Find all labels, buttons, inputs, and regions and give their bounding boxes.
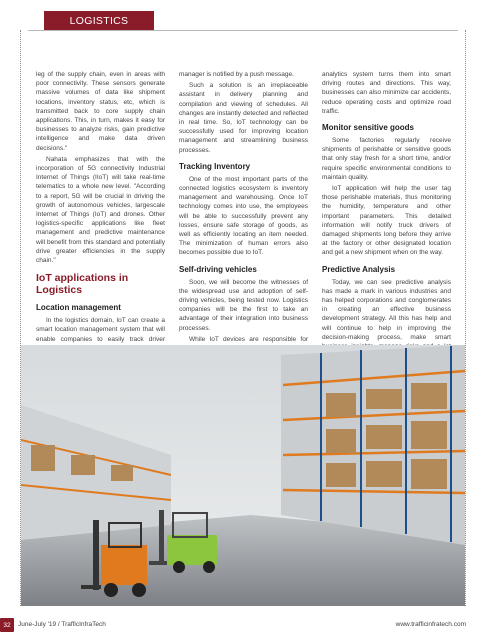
paragraph: IoT application will help the user tag those perishable materials, thus monitoring the humidity, temperature and other important parameters. This detailed information will notify truck drivers of damaged shipments long before they arrive at the factory or other designated location and get a new shipment when on the way. bbox=[322, 185, 451, 257]
paragraph: Such a solution is an irreplaceable assistant in delivery planning and compilation and viewing of schedules. All changes are instantly detected and reflected in real time. So, IoT technology can be successfully used for improving location management and streamlining business processes. bbox=[179, 82, 308, 154]
paragraph: leg of the supply chain, even in areas with poor connectivity. These sensors generate massive volumes of data like shipment locations, inventory status, etc, which is transmitted back to core supply chain applications. This, in turn, makes it easy for businesses to analyze risks, gain predictive intelligence and make data driven decisions." bbox=[36, 71, 165, 152]
header-rule bbox=[28, 30, 458, 31]
page-number-badge bbox=[0, 618, 14, 632]
paragraph: analytics system turns them into smart driving routes and directions. This way, businesses can also minimize car accidents, reduce operating costs and optimize road traffic. bbox=[322, 71, 451, 115]
shelving-right bbox=[281, 345, 465, 545]
warehouse-photo bbox=[21, 345, 465, 606]
paragraph: In the logistics domain, IoT can create a smart location management system that will enable companies to easily track driver bbox=[36, 317, 165, 343]
paragraph: Soon, we will become the witnesses of the widespread use and adoption of self-driving vehicles, being tested now. Logistics companies will be the first to take an advantage of their integration into business processes. bbox=[179, 278, 308, 332]
paragraph: Some factories regularly receive shipments of perishable or sensitive goods that only stay fresh for a short time, and/or require specific environmental conditions to maintain quality. bbox=[322, 137, 451, 181]
paragraph: Nahata emphasizes that with the incorporation of 5G connectivity Industrial Internet of Things (IIoT) will take real-time telematics to a whole new level. "According to a report, 5G will be crucial in driving the growth of autonomous vehicles, largescale Internet of Things (IoT) and drones. Other logistics-specific applications like fleet management and predictive maintenance will benefit from this standard and potentially drive greater efficiencies in the supply chain." bbox=[36, 155, 165, 265]
column-1 bbox=[36, 70, 165, 343]
column-2 bbox=[179, 70, 308, 343]
section-tab bbox=[44, 11, 154, 30]
subheading: Predictive Analysis bbox=[322, 264, 396, 274]
page-number: 32 bbox=[3, 621, 11, 629]
section-heading: IoT applications in Logistics bbox=[36, 272, 129, 297]
subheading: Monitor sensitive goods bbox=[322, 123, 415, 133]
subheading: Self-driving vehicles bbox=[179, 264, 257, 274]
warehouse-illustration bbox=[21, 345, 465, 606]
column-3 bbox=[322, 70, 451, 341]
subheading: Tracking Inventory bbox=[179, 161, 251, 171]
section-title: LOGISTICS bbox=[69, 14, 129, 27]
website-link[interactable]: www.trafficinfratech.com bbox=[395, 621, 466, 628]
paragraph: While IoT devices are responsible for bbox=[189, 335, 308, 343]
paragraph: Today, we can see predictive analysis has made a mark in various industries and has helped corporations and conglomerates in creating an effective business development strategy. All this has help and will continue to help in improving the decision-making process, make smart bbox=[322, 278, 451, 341]
page-footer bbox=[0, 606, 486, 640]
issue-label: June-July '19 / TrafficInfraTech bbox=[18, 621, 106, 628]
paragraph: One of the most important parts of the connected logistics ecosystem is inventory management and warehousing. Once IoT technology comes into use, the employees will be able to successfully prevent any losses, ensure safe storage of goods, as well as efficiently locating an item needed. The minimization of human errors also becomes possible due to IoT. bbox=[179, 175, 308, 257]
frame-right-border bbox=[465, 30, 466, 606]
article-body bbox=[36, 70, 452, 343]
subheading: Location management bbox=[36, 303, 121, 313]
paragraph: manager is notified by a push message. bbox=[179, 71, 294, 78]
